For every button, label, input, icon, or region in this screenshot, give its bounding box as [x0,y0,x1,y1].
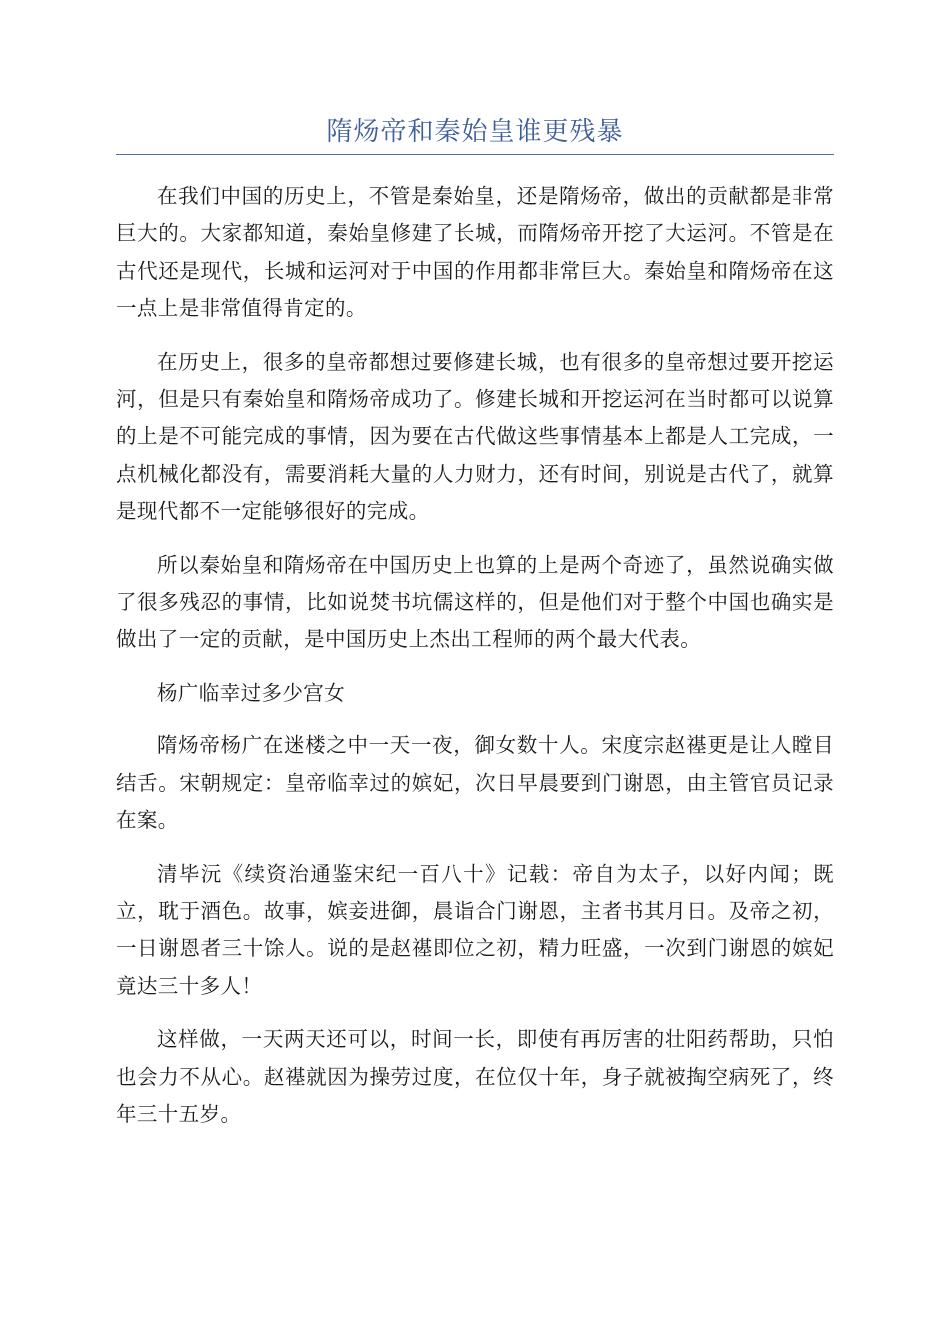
paragraph: 在我们中国的历史上，不管是秦始皇，还是隋炀帝，做出的贡献都是非常巨大的。大家都知道，秦始皇修建了长城，而隋炀帝开挖了大运河。不管是在古代还是现代，长城和运河对于中国的作用都非常巨大。秦始皇和隋炀帝在这一点上是非常值得肯定的。 [116,184,834,321]
document-body [116,178,834,1133]
paragraph: 清毕沅《续资治通鉴宋纪一百八十》记载：帝自为太子，以好内闻；既立，耽于酒色。故事，嫔妾进御，晨诣合门谢恩，主者书其月日。及帝之初，一日谢恩者三十馀人。说的是赵禥即位之初，精力旺盛，一次到门谢恩的嫔妃竟达三十多人！ [116,861,834,998]
document-title: 隋炀帝和秦始皇谁更残暴 [116,112,834,155]
section-heading: 杨广临幸过多少宫女 [157,680,346,705]
paragraph: 这样做，一天两天还可以，时间一长，即使有再厉害的壮阳药帮助，只怕也会力不从心。赵禥就因为操劳过度，在位仅十年，身子就被掏空病死了，终年三十五岁。 [116,1027,834,1126]
paragraph: 在历史上，很多的皇帝都想过要修建长城，也有很多的皇帝想过要开挖运河，但是只有秦始皇和隋炀帝成功了。修建长城和开挖运河在当时都可以说算的上是不可能完成的事情，因为要在古代做这些事情基本上都是人工完成，一点机械化都没有，需要消耗大量的人力财力，还有时间，别说是古代了，就算是现代都不一定能够很好的完成。 [116,349,834,524]
paragraph: 隋炀帝杨广在迷楼之中一天一夜，御女数十人。宋度宗赵禥更是让人瞠目结舌。宋朝规定：皇帝临幸过的嫔妃，次日早晨要到门谢恩，由主管官员记录在案。 [116,733,834,833]
paragraph: 所以秦始皇和隋炀帝在中国历史上也算的上是两个奇迹了，虽然说确实做了很多残忍的事情，比如说焚书坑儒这样的，但是他们对于整个中国也确实是做出了一定的贡献，是中国历史上杰出工程师的两个最大代表。 [116,552,834,652]
document-page [116,112,834,1149]
